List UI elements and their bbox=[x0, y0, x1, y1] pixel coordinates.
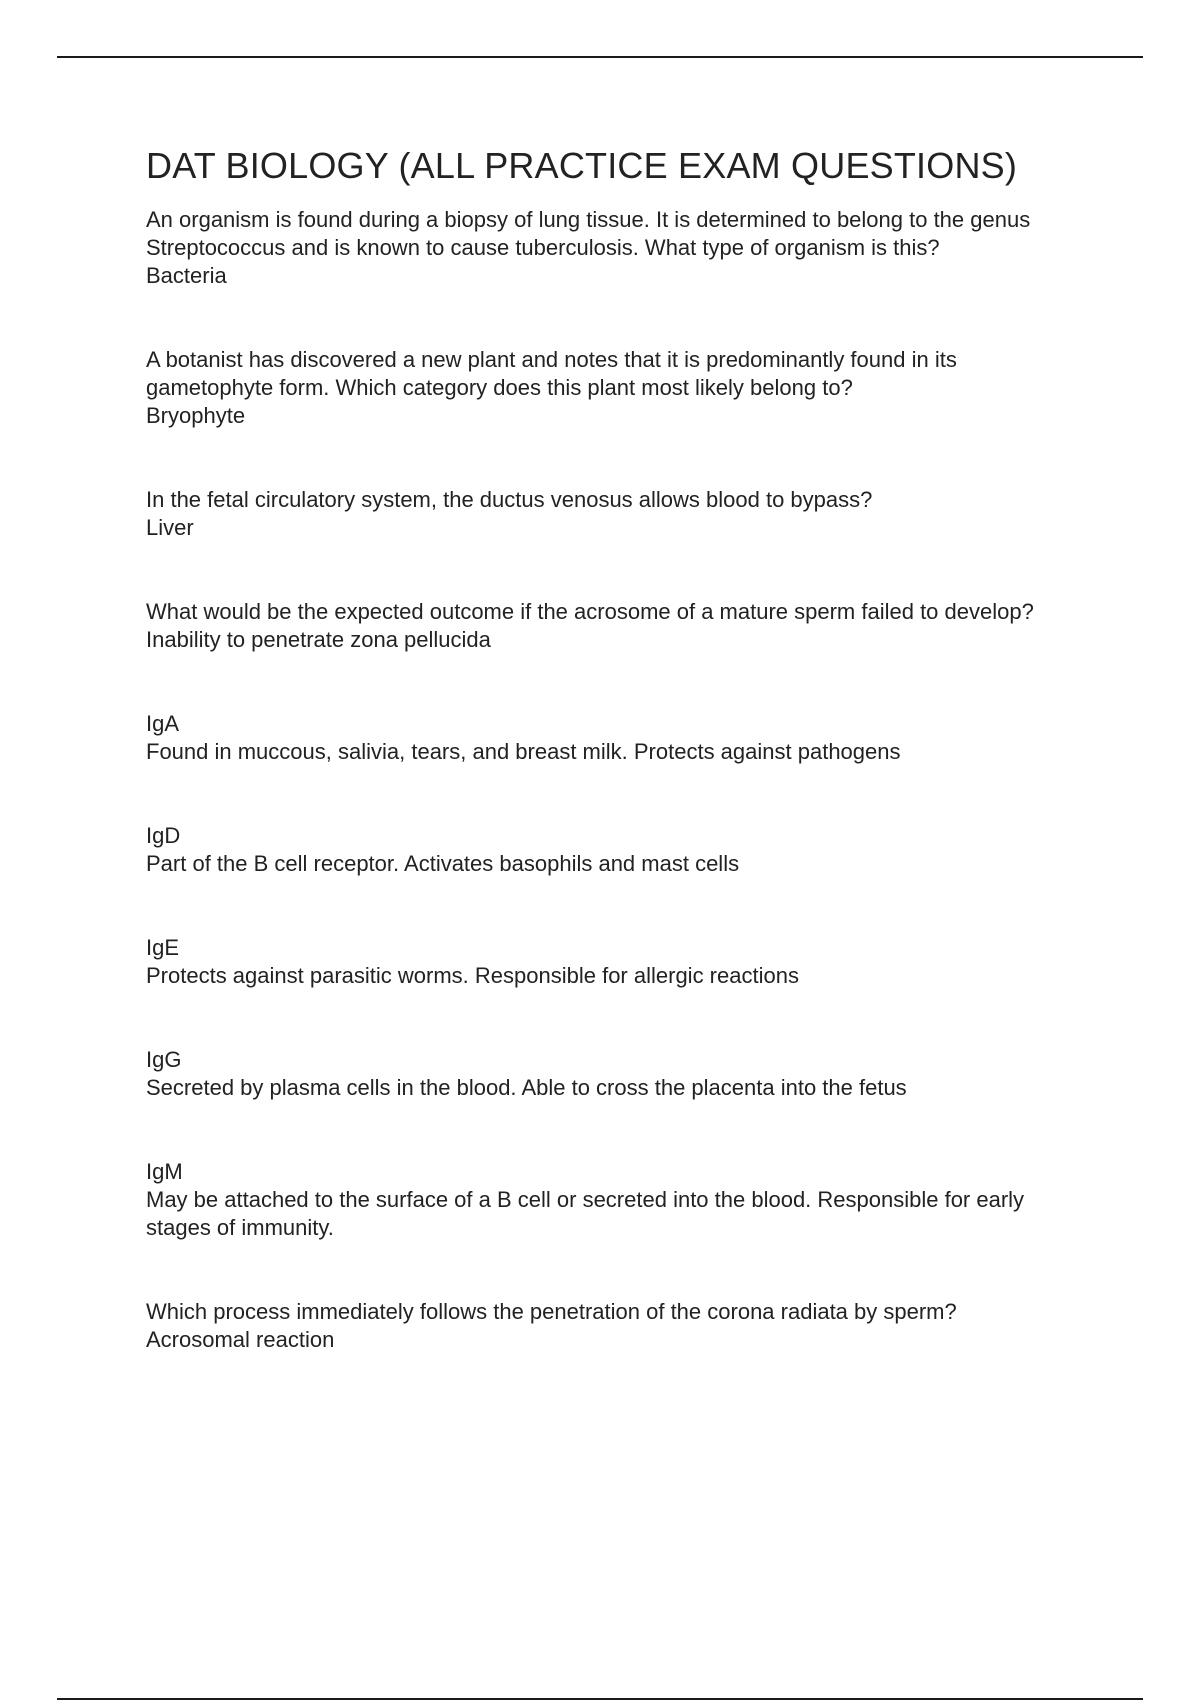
answer-text: Acrosomal reaction bbox=[146, 1327, 335, 1352]
question-text: IgA bbox=[146, 711, 180, 736]
qa-item bbox=[146, 598, 1066, 654]
question-text: IgD bbox=[146, 823, 181, 848]
question-text: What would be the expected outcome if the acrosome of a mature sperm failed to develop? bbox=[146, 599, 1034, 624]
qa-item bbox=[146, 934, 1066, 990]
answer-text: Found in muccous, salivia, tears, and breast milk. Protects against pathogens bbox=[146, 739, 901, 764]
qa-item bbox=[146, 486, 1066, 542]
document-page bbox=[146, 142, 1066, 1410]
qa-list bbox=[146, 206, 1066, 1354]
qa-item bbox=[146, 346, 1066, 430]
question-text: IgM bbox=[146, 1159, 183, 1184]
answer-text: Bryophyte bbox=[146, 403, 246, 428]
qa-item bbox=[146, 1158, 1066, 1242]
answer-text: Protects against parasitic worms. Responsible for allergic reactions bbox=[146, 963, 799, 988]
qa-item bbox=[146, 1046, 1066, 1102]
answer-text: Part of the B cell receptor. Activates basophils and mast cells bbox=[146, 851, 740, 876]
question-text: In the fetal circulatory system, the ductus venosus allows blood to bypass? bbox=[146, 487, 873, 512]
document-title: DAT BIOLOGY (ALL PRACTICE EXAM QUESTIONS) bbox=[146, 145, 1018, 186]
answer-text: Secreted by plasma cells in the blood. Able to cross the placenta into the fetus bbox=[146, 1075, 907, 1100]
qa-item bbox=[146, 206, 1066, 290]
answer-text: Liver bbox=[146, 515, 194, 540]
answer-text: Bacteria bbox=[146, 263, 227, 288]
answer-text: May be attached to the surface of a B cell or secreted into the blood. Responsible for early stages of immunity. bbox=[146, 1187, 1025, 1240]
qa-item bbox=[146, 822, 1066, 878]
answer-text: Inability to penetrate zona pellucida bbox=[146, 627, 491, 652]
question-text: A botanist has discovered a new plant and notes that it is predominantly found in its gametophyte form. Which category does this plant most likely belong to? bbox=[146, 347, 957, 400]
question-text: IgG bbox=[146, 1047, 182, 1072]
header-rule bbox=[57, 56, 1143, 58]
question-text: An organism is found during a biopsy of lung tissue. It is determined to belong to the genus Streptococcus and is known to cause tuberculosis. What type of organism is this? bbox=[146, 207, 1031, 260]
qa-item bbox=[146, 710, 1066, 766]
question-text: Which process immediately follows the penetration of the corona radiata by sperm? bbox=[146, 1299, 957, 1324]
qa-item bbox=[146, 1298, 1066, 1354]
question-text: IgE bbox=[146, 935, 180, 960]
